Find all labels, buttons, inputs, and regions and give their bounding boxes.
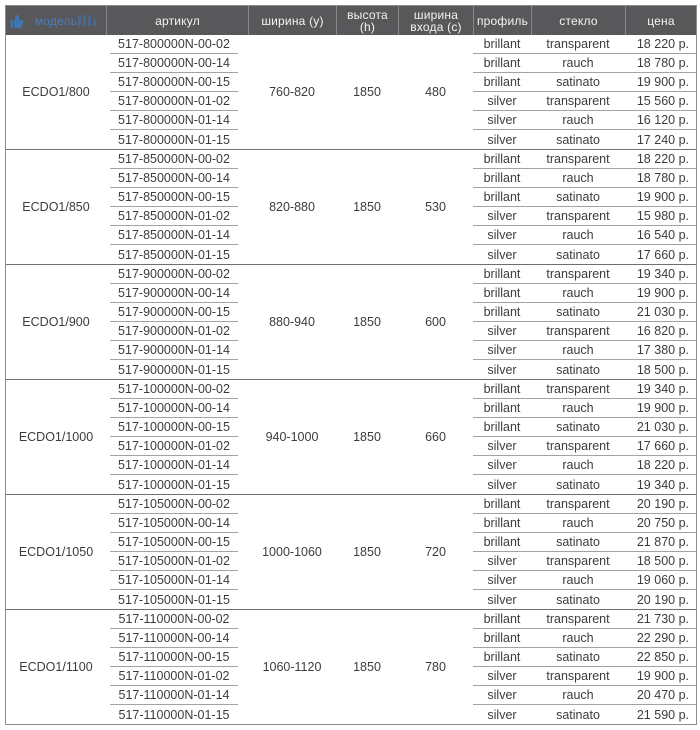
- price-cell: 19 900 р.: [625, 284, 696, 303]
- header-cell-glass: стекло: [531, 6, 625, 35]
- glass-cell: transparent: [531, 667, 625, 686]
- profile-cell: brillant: [473, 514, 531, 533]
- profile-cell: silver: [473, 207, 531, 226]
- profile-cell: silver: [473, 92, 531, 111]
- glass-cell: satinato: [531, 73, 625, 92]
- height-cell: 1850: [353, 315, 381, 329]
- profile-cell: silver: [473, 437, 531, 456]
- width-cell: 1000-1060: [262, 545, 322, 559]
- width-cell: 940-1000: [265, 430, 319, 444]
- article-cell: 517-105000N-01-14: [110, 571, 238, 590]
- height-cell: 1850: [353, 200, 381, 214]
- article-cell: 517-110000N-00-15: [110, 648, 238, 667]
- article-cell: 517-800000N-01-14: [110, 111, 238, 130]
- watermark-text-marks: [78, 15, 96, 26]
- article-cell: 517-800000N-01-15: [118, 132, 230, 147]
- price-cell: 21 730 р.: [625, 610, 696, 629]
- glass-cell: rauch: [531, 629, 625, 648]
- profile-cell: silver: [473, 667, 531, 686]
- height-cell: 1850: [353, 660, 381, 674]
- profile-cell: silver: [473, 552, 531, 571]
- price-cell: 15 980 р.: [625, 207, 696, 226]
- width-cell: 1060-1120: [262, 660, 322, 674]
- price-cell: 17 660 р.: [636, 247, 689, 262]
- price-cell: 22 290 р.: [625, 629, 696, 648]
- glass-cell: transparent: [531, 610, 625, 629]
- height-cell: 1850: [353, 85, 381, 99]
- price-cell: 20 190 р.: [636, 592, 689, 607]
- header-cell-height: высота (h): [336, 6, 398, 35]
- article-cell: 517-110000N-01-15: [118, 707, 230, 722]
- glass-cell: satinato: [556, 247, 600, 262]
- profile-cell: brillant: [473, 380, 531, 399]
- table-group: [6, 380, 696, 495]
- glass-cell: rauch: [531, 514, 625, 533]
- glass-cell: satinato: [531, 648, 625, 667]
- height-cell: 1850: [353, 430, 381, 444]
- glass-cell: rauch: [531, 54, 625, 73]
- header-cell-entrance: ширина входа (c): [398, 6, 473, 35]
- article-cell: 517-900000N-01-02: [110, 322, 238, 341]
- header-cell-width: ширина (y): [248, 6, 336, 35]
- price-cell: 19 900 р.: [625, 188, 696, 207]
- profile-cell: brillant: [473, 495, 531, 514]
- price-cell: 19 340 р.: [625, 380, 696, 399]
- price-cell: 21 590 р.: [636, 707, 689, 722]
- price-table: [5, 5, 697, 725]
- glass-cell: rauch: [531, 169, 625, 188]
- profile-cell: silver: [473, 341, 531, 360]
- profile-cell: silver: [487, 707, 517, 722]
- article-cell: 517-800000N-00-02: [110, 35, 238, 54]
- profile-cell: silver: [473, 111, 531, 130]
- glass-cell: rauch: [531, 571, 625, 590]
- width-cell: 820-880: [269, 200, 315, 214]
- price-cell: 18 220 р.: [625, 456, 696, 475]
- profile-cell: brillant: [473, 303, 531, 322]
- glass-cell: rauch: [531, 456, 625, 475]
- price-cell: 18 500 р.: [625, 552, 696, 571]
- glass-cell: transparent: [531, 380, 625, 399]
- glass-cell: transparent: [531, 207, 625, 226]
- model-cell: ECDO1/850: [22, 200, 90, 214]
- article-cell: 517-100000N-00-02: [110, 380, 238, 399]
- price-cell: 18 780 р.: [625, 54, 696, 73]
- glass-cell: rauch: [531, 111, 625, 130]
- article-cell: 517-900000N-00-02: [110, 265, 238, 284]
- height-cell: 1850: [353, 545, 381, 559]
- article-cell: 517-105000N-00-14: [110, 514, 238, 533]
- profile-cell: silver: [487, 362, 517, 377]
- glass-cell: satinato: [531, 533, 625, 552]
- glass-cell: transparent: [531, 265, 625, 284]
- header-cell-profile: профиль: [473, 6, 531, 35]
- article-cell: 517-850000N-01-14: [110, 226, 238, 245]
- price-cell: 18 500 р.: [636, 362, 689, 377]
- glass-cell: satinato: [531, 303, 625, 322]
- price-cell: 21 870 р.: [625, 533, 696, 552]
- price-cell: 21 030 р.: [625, 303, 696, 322]
- glass-cell: satinato: [556, 362, 600, 377]
- profile-cell: silver: [487, 592, 517, 607]
- profile-cell: silver: [487, 477, 517, 492]
- header-label-model: модель: [34, 13, 78, 28]
- glass-cell: rauch: [531, 341, 625, 360]
- article-cell: 517-900000N-01-15: [118, 362, 230, 377]
- article-cell: 517-850000N-01-15: [118, 247, 230, 262]
- article-cell: 517-800000N-00-15: [110, 73, 238, 92]
- profile-cell: brillant: [473, 610, 531, 629]
- article-cell: 517-100000N-01-02: [110, 437, 238, 456]
- profile-cell: brillant: [473, 284, 531, 303]
- model-cell: ECDO1/1050: [18, 545, 94, 559]
- profile-cell: silver: [473, 686, 531, 705]
- price-cell: 16 120 р.: [625, 111, 696, 130]
- article-cell: 517-105000N-00-02: [110, 495, 238, 514]
- profile-cell: brillant: [473, 150, 531, 169]
- table-body: [6, 35, 696, 724]
- width-cell: 880-940: [269, 315, 315, 329]
- glass-cell: satinato: [556, 592, 600, 607]
- profile-cell: brillant: [473, 169, 531, 188]
- article-cell: 517-100000N-00-15: [110, 418, 238, 437]
- price-cell: 20 190 р.: [625, 495, 696, 514]
- price-cell: 20 750 р.: [625, 514, 696, 533]
- article-cell: 517-850000N-00-02: [110, 150, 238, 169]
- glass-cell: transparent: [531, 495, 625, 514]
- price-cell: 15 560 р.: [625, 92, 696, 111]
- entrance-cell: 480: [425, 85, 446, 99]
- table-group: [6, 495, 696, 610]
- price-cell: 19 340 р.: [625, 265, 696, 284]
- header-cell-model: [6, 6, 106, 35]
- price-cell: 18 220 р.: [625, 35, 696, 54]
- article-cell: 517-105000N-01-15: [118, 592, 230, 607]
- article-cell: 517-100000N-01-15: [118, 477, 230, 492]
- profile-cell: brillant: [473, 54, 531, 73]
- profile-cell: silver: [473, 226, 531, 245]
- article-cell: 517-105000N-00-15: [110, 533, 238, 552]
- price-cell: 20 470 р.: [625, 686, 696, 705]
- glass-cell: rauch: [531, 284, 625, 303]
- article-cell: 517-900000N-00-14: [110, 284, 238, 303]
- glass-cell: transparent: [531, 92, 625, 111]
- price-cell: 19 060 р.: [625, 571, 696, 590]
- watermark-logo-icon: [9, 13, 25, 29]
- article-cell: 517-110000N-01-14: [110, 686, 238, 705]
- article-cell: 517-900000N-01-14: [110, 341, 238, 360]
- profile-cell: brillant: [473, 418, 531, 437]
- glass-cell: rauch: [531, 226, 625, 245]
- price-cell: 18 220 р.: [625, 150, 696, 169]
- price-cell: 16 540 р.: [625, 226, 696, 245]
- profile-cell: silver: [473, 571, 531, 590]
- article-cell: 517-110000N-01-02: [110, 667, 238, 686]
- price-cell: 19 900 р.: [625, 399, 696, 418]
- glass-cell: transparent: [531, 150, 625, 169]
- entrance-cell: 660: [425, 430, 446, 444]
- article-cell: 517-900000N-00-15: [110, 303, 238, 322]
- profile-cell: brillant: [473, 629, 531, 648]
- glass-cell: transparent: [531, 552, 625, 571]
- profile-cell: silver: [473, 322, 531, 341]
- header-cell-price: цена: [625, 6, 696, 35]
- glass-cell: rauch: [531, 686, 625, 705]
- article-cell: 517-800000N-01-02: [110, 92, 238, 111]
- glass-cell: satinato: [556, 132, 600, 147]
- glass-cell: rauch: [531, 399, 625, 418]
- price-cell: 19 900 р.: [625, 73, 696, 92]
- glass-cell: transparent: [531, 437, 625, 456]
- article-cell: 517-850000N-00-14: [110, 169, 238, 188]
- glass-cell: satinato: [531, 188, 625, 207]
- profile-cell: brillant: [473, 648, 531, 667]
- article-cell: 517-850000N-00-15: [110, 188, 238, 207]
- width-cell: 760-820: [269, 85, 315, 99]
- profile-cell: silver: [473, 456, 531, 475]
- price-cell: 18 780 р.: [625, 169, 696, 188]
- price-cell: 17 240 р.: [636, 132, 689, 147]
- price-cell: 19 900 р.: [625, 667, 696, 686]
- entrance-cell: 530: [425, 200, 446, 214]
- profile-cell: brillant: [473, 73, 531, 92]
- glass-cell: transparent: [531, 35, 625, 54]
- profile-cell: brillant: [473, 188, 531, 207]
- profile-cell: brillant: [473, 533, 531, 552]
- profile-cell: silver: [487, 132, 517, 147]
- glass-cell: satinato: [531, 418, 625, 437]
- article-cell: 517-110000N-00-02: [110, 610, 238, 629]
- profile-cell: brillant: [473, 35, 531, 54]
- table-group: [6, 150, 696, 265]
- table-group: [6, 265, 696, 380]
- entrance-cell: 780: [425, 660, 446, 674]
- price-cell: 16 820 р.: [625, 322, 696, 341]
- article-cell: 517-800000N-00-14: [110, 54, 238, 73]
- profile-cell: brillant: [473, 399, 531, 418]
- table-header-row: [6, 6, 696, 35]
- price-cell: 17 660 р.: [625, 437, 696, 456]
- glass-cell: satinato: [556, 477, 600, 492]
- article-cell: 517-100000N-00-14: [110, 399, 238, 418]
- price-cell: 17 380 р.: [625, 341, 696, 360]
- model-cell: ECDO1/1100: [19, 660, 93, 674]
- price-cell: 19 340 р.: [636, 477, 689, 492]
- table-group: [6, 35, 696, 150]
- model-cell: ECDO1/800: [22, 85, 90, 99]
- glass-cell: satinato: [556, 707, 600, 722]
- article-cell: 517-850000N-01-02: [110, 207, 238, 226]
- profile-cell: silver: [487, 247, 517, 262]
- profile-cell: brillant: [473, 265, 531, 284]
- model-cell: ECDO1/900: [22, 315, 90, 329]
- model-cell: ECDO1/1000: [18, 430, 94, 444]
- price-cell: 22 850 р.: [625, 648, 696, 667]
- header-cell-article: артикул: [106, 6, 248, 35]
- entrance-cell: 600: [425, 315, 446, 329]
- article-cell: 517-105000N-01-02: [110, 552, 238, 571]
- entrance-cell: 720: [425, 545, 446, 559]
- table-group: [6, 610, 696, 724]
- glass-cell: transparent: [531, 322, 625, 341]
- price-cell: 21 030 р.: [625, 418, 696, 437]
- article-cell: 517-110000N-00-14: [110, 629, 238, 648]
- article-cell: 517-100000N-01-14: [110, 456, 238, 475]
